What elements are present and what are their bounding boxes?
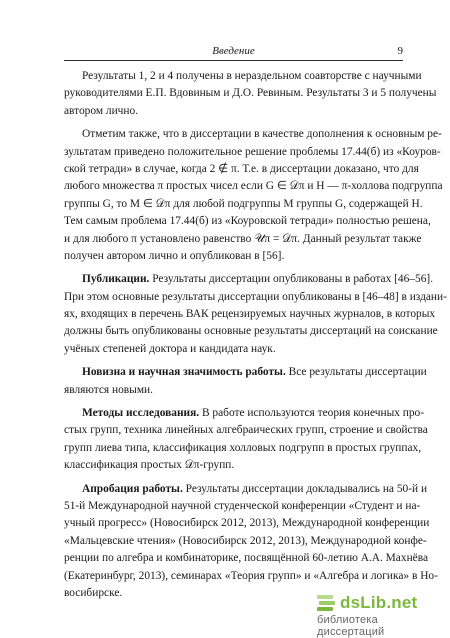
text-line: учёных степеней доктора и кандидата наук. [64,342,276,355]
section-heading-publications: Публикации. [82,273,150,286]
text-line: ях, входящих в перечень ВАК рецензируемых научных журналов, в которых [64,308,436,321]
text-line: должны быть опубликованы основные результаты диссертаций на соискание [64,325,438,338]
text-line: Методы исследования. В работе используются теория конечных про- [82,407,425,420]
text-line: любого множества π простых чисел если G ∈ 𝒟π и H — π-холлова подгруппа [64,180,443,193]
body-text [64,68,447,602]
text-line: и для любого π установлено равенство 𝒰π = 𝒟π. Данный результат также [64,232,422,245]
section-heading-approbation: Апробация работы. [82,482,183,495]
book-stack-icon [315,592,337,614]
text-line: групп лиева типа, классификация холловых подгрупп в простых группах, [64,441,422,454]
text-line: Результаты 1, 2 и 4 получены в нераздельном соавторстве с научными [82,70,422,82]
header-rule [64,60,403,61]
text-line: получен автором лично и опубликован в [56]. [64,249,285,262]
dslib-watermark [315,592,445,638]
text-line: зультатам приведено положительное решение проблемы 17.44(б) из «Коуров- [64,145,441,158]
text-line: учный прогресс» (Новосибирск 2012, 2013), Международной конференции [64,517,430,530]
text-line: «Мальцевские чтения» (Новосибирск 2012, 2013), Международной конфе- [64,534,427,547]
page-number: 9 [397,45,403,57]
text-line: руководителями Е.П. Вдовиным и Д.О. Ревиным. Результаты 3 и 5 получены [64,87,437,100]
text-line: Публикации. Результаты диссертации опубликованы в работах [46–56]. [82,273,434,286]
section-heading-methods: Методы исследования. [82,407,200,420]
text-line: Апробация работы. Результаты диссертации докладывались на 50-й и [82,482,428,495]
text-line: Отметим также, что в диссертации в качестве дополнения к основным ре- [82,128,442,141]
text-line: ской тетради» в случае, когда 2 ∉ π. Т.е. в диссертации доказано, что для [64,162,419,175]
watermark-subtitle: библиотека диссертаций [317,614,385,638]
text-line: Новизна и научная значимость работы. Все результаты диссертации [82,366,427,379]
header-title: Введение [212,45,255,57]
text-line: классификация простых 𝒟π-групп. [64,459,235,472]
section-heading-novelty: Новизна и научная значимость работы. [82,366,286,379]
text-line: являются новыми. [64,383,153,396]
watermark-name: dsLib.net [340,593,418,612]
text-line: ренции по алгебра и комбинаторике, посвящённой 60-летию А.А. Махнёва [64,552,428,565]
text-line: При этом основные результаты диссертации опубликованы в [46–48] в издани- [64,290,447,303]
text-line: Тем самым проблема 17.44(б) из «Коуровской тетради» полностью решена, [64,215,431,228]
text-line: (Екатеринбург, 2013), семинарах «Теория групп» и «Алгебра и логика» в Но- [64,569,438,582]
text-line: восибирске. [64,586,123,599]
text-line: автором лично. [64,104,139,117]
running-header [64,45,403,61]
text-line: 51-й Международной научной студенческой конференции «Студент и на- [64,499,421,512]
text-line: стых групп, техника линейных алгебраических групп, строение и свойства [64,424,428,437]
text-line: группы G, то M ∈ 𝒟π для любой подгруппы M группы G, содержащей H. [64,197,423,210]
